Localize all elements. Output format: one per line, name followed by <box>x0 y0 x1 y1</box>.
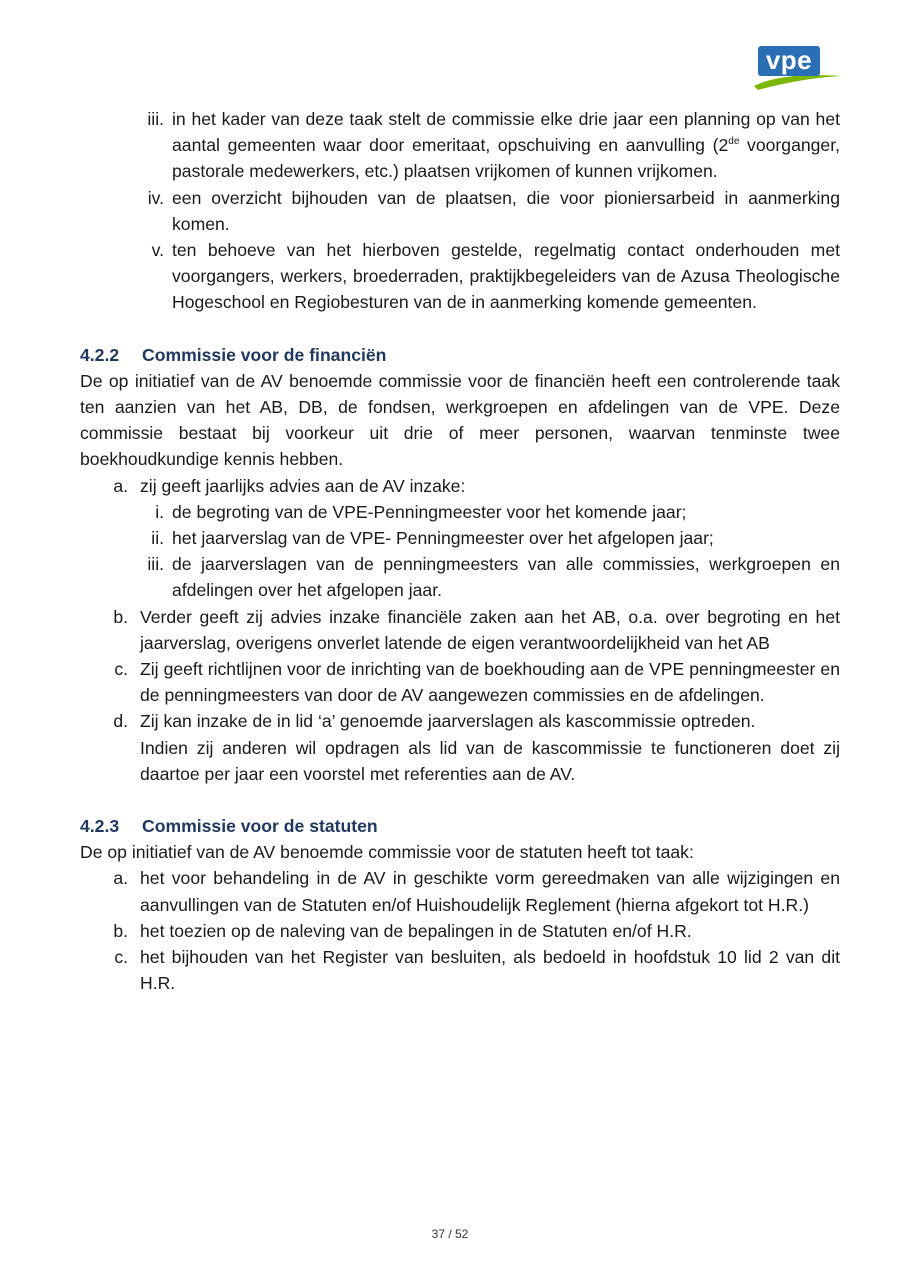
list-marker: a. <box>113 475 128 496</box>
list-text: het voor behandeling in de AV in geschikte vorm gereedmaken van alle wijzigingen en aanvullingen van de Statuten en/of Huishoudelijk Reglement (hierna afgekort tot H.R.) <box>140 868 840 915</box>
section-heading-4-2-3 <box>80 813 840 839</box>
section-number: 4.2.2 <box>80 344 120 365</box>
list-item-b <box>80 604 840 656</box>
list-item-c <box>80 656 840 708</box>
list-item-iii <box>80 106 840 185</box>
list-text: in het kader van deze taak stelt de commissie elke drie jaar een planning op van het aantal gemeenten waar door emeritaat, opschuiving en aanvulling (2 <box>172 109 840 156</box>
list-text: het toezien op de naleving van de bepalingen in de Statuten en/of H.R. <box>140 920 692 941</box>
section-heading-4-2-2 <box>80 342 840 368</box>
list-item-d <box>80 708 840 787</box>
document-body <box>80 106 840 997</box>
list-item-iv <box>80 185 840 237</box>
list-text-continued: Indien zij anderen wil opdragen als lid van de kascommissie te functioneren doet zij daartoe per jaar een voorstel met referenties aan de AV. <box>140 737 840 784</box>
list-text: zij geeft jaarlijks advies aan de AV inzake: <box>140 475 466 496</box>
sub-item-i <box>80 499 840 525</box>
section-title: Commissie voor de financiën <box>142 344 387 365</box>
list-item-v <box>80 237 840 316</box>
list-marker: b. <box>113 920 128 941</box>
list-text: het jaarverslag van de VPE- Penningmeester over het afgelopen jaar; <box>172 528 714 549</box>
list-marker: d. <box>113 711 128 732</box>
list-text: een overzicht bijhouden van de plaatsen, die voor pioniersarbeid in aanmerking komen. <box>172 187 840 234</box>
section-title: Commissie voor de statuten <box>142 816 378 837</box>
vpe-logo <box>752 46 844 94</box>
list-marker: i. <box>155 501 164 522</box>
list-text: voorganger, pastorale medewerkers, etc.) plaatsen vrijkomen of kunnen vrijkomen. <box>172 135 840 182</box>
list-text: ten behoeve van het hierboven gestelde, regelmatig contact onderhouden met voorgangers, werkers, broederraden, praktijkbegeleiders van de Azusa Theologische Hogeschool en Regiobesturen van de in aanmerking komende gemeenten. <box>172 240 840 313</box>
sub-item-ii <box>80 525 840 551</box>
list-marker: ii. <box>151 528 164 549</box>
superscript: de <box>728 136 740 148</box>
list-marker: c. <box>114 659 128 680</box>
list-text: Zij geeft richtlijnen voor de inrichting van de boekhouding aan de VPE penningmeester en de penningmeesters van door de AV aangewezen commissies en de afdelingen. <box>140 659 840 706</box>
list-item-b <box>80 918 840 944</box>
list-marker: b. <box>113 606 128 627</box>
list-text: Zij kan inzake de in lid ‘a’ genoemde jaarverslagen als kascommissie optreden. <box>140 711 756 732</box>
section-number: 4.2.3 <box>80 816 120 837</box>
logo-text: vpe <box>758 46 820 76</box>
list-marker: iii. <box>147 554 164 575</box>
list-marker: iv. <box>147 187 164 208</box>
section-intro: De op initiatief van de AV benoemde commissie voor de financiën heeft een controlerende taak ten aanzien van het AB, DB, de fondsen, werkgroepen en afdelingen van de VPE. Deze commissie bestaat bij voorkeur uit drie of meer personen, waarvan tenminste twee boekhoudkundige kennis hebben. <box>80 370 840 470</box>
section-intro: De op initiatief van de AV benoemde commissie voor de statuten heeft tot taak: <box>80 842 694 863</box>
page-number: 37 / 52 <box>431 1227 469 1241</box>
list-text: de begroting van de VPE-Penningmeester voor het komende jaar; <box>172 501 687 522</box>
list-text: Verder geeft zij advies inzake financiële zaken aan het AB, o.a. over begroting en het jaarverslag, overigens onverlet latende de eigen verantwoordelijkheid van het AB <box>140 606 840 653</box>
list-marker: iii. <box>147 109 164 129</box>
list-item-c <box>80 944 840 996</box>
sub-item-iii <box>80 551 840 603</box>
list-text: het bijhouden van het Register van besluiten, als bedoeld in hoofdstuk 10 lid 2 van dit H.R. <box>140 947 840 994</box>
list-text: de jaarverslagen van de penningmeesters van alle commissies, werkgroepen en afdelingen over het afgelopen jaar. <box>172 554 840 601</box>
list-marker: v. <box>151 240 164 261</box>
list-marker: c. <box>114 947 128 968</box>
list-item-a <box>80 473 840 499</box>
list-item-a <box>80 865 840 917</box>
list-marker: a. <box>113 868 128 889</box>
